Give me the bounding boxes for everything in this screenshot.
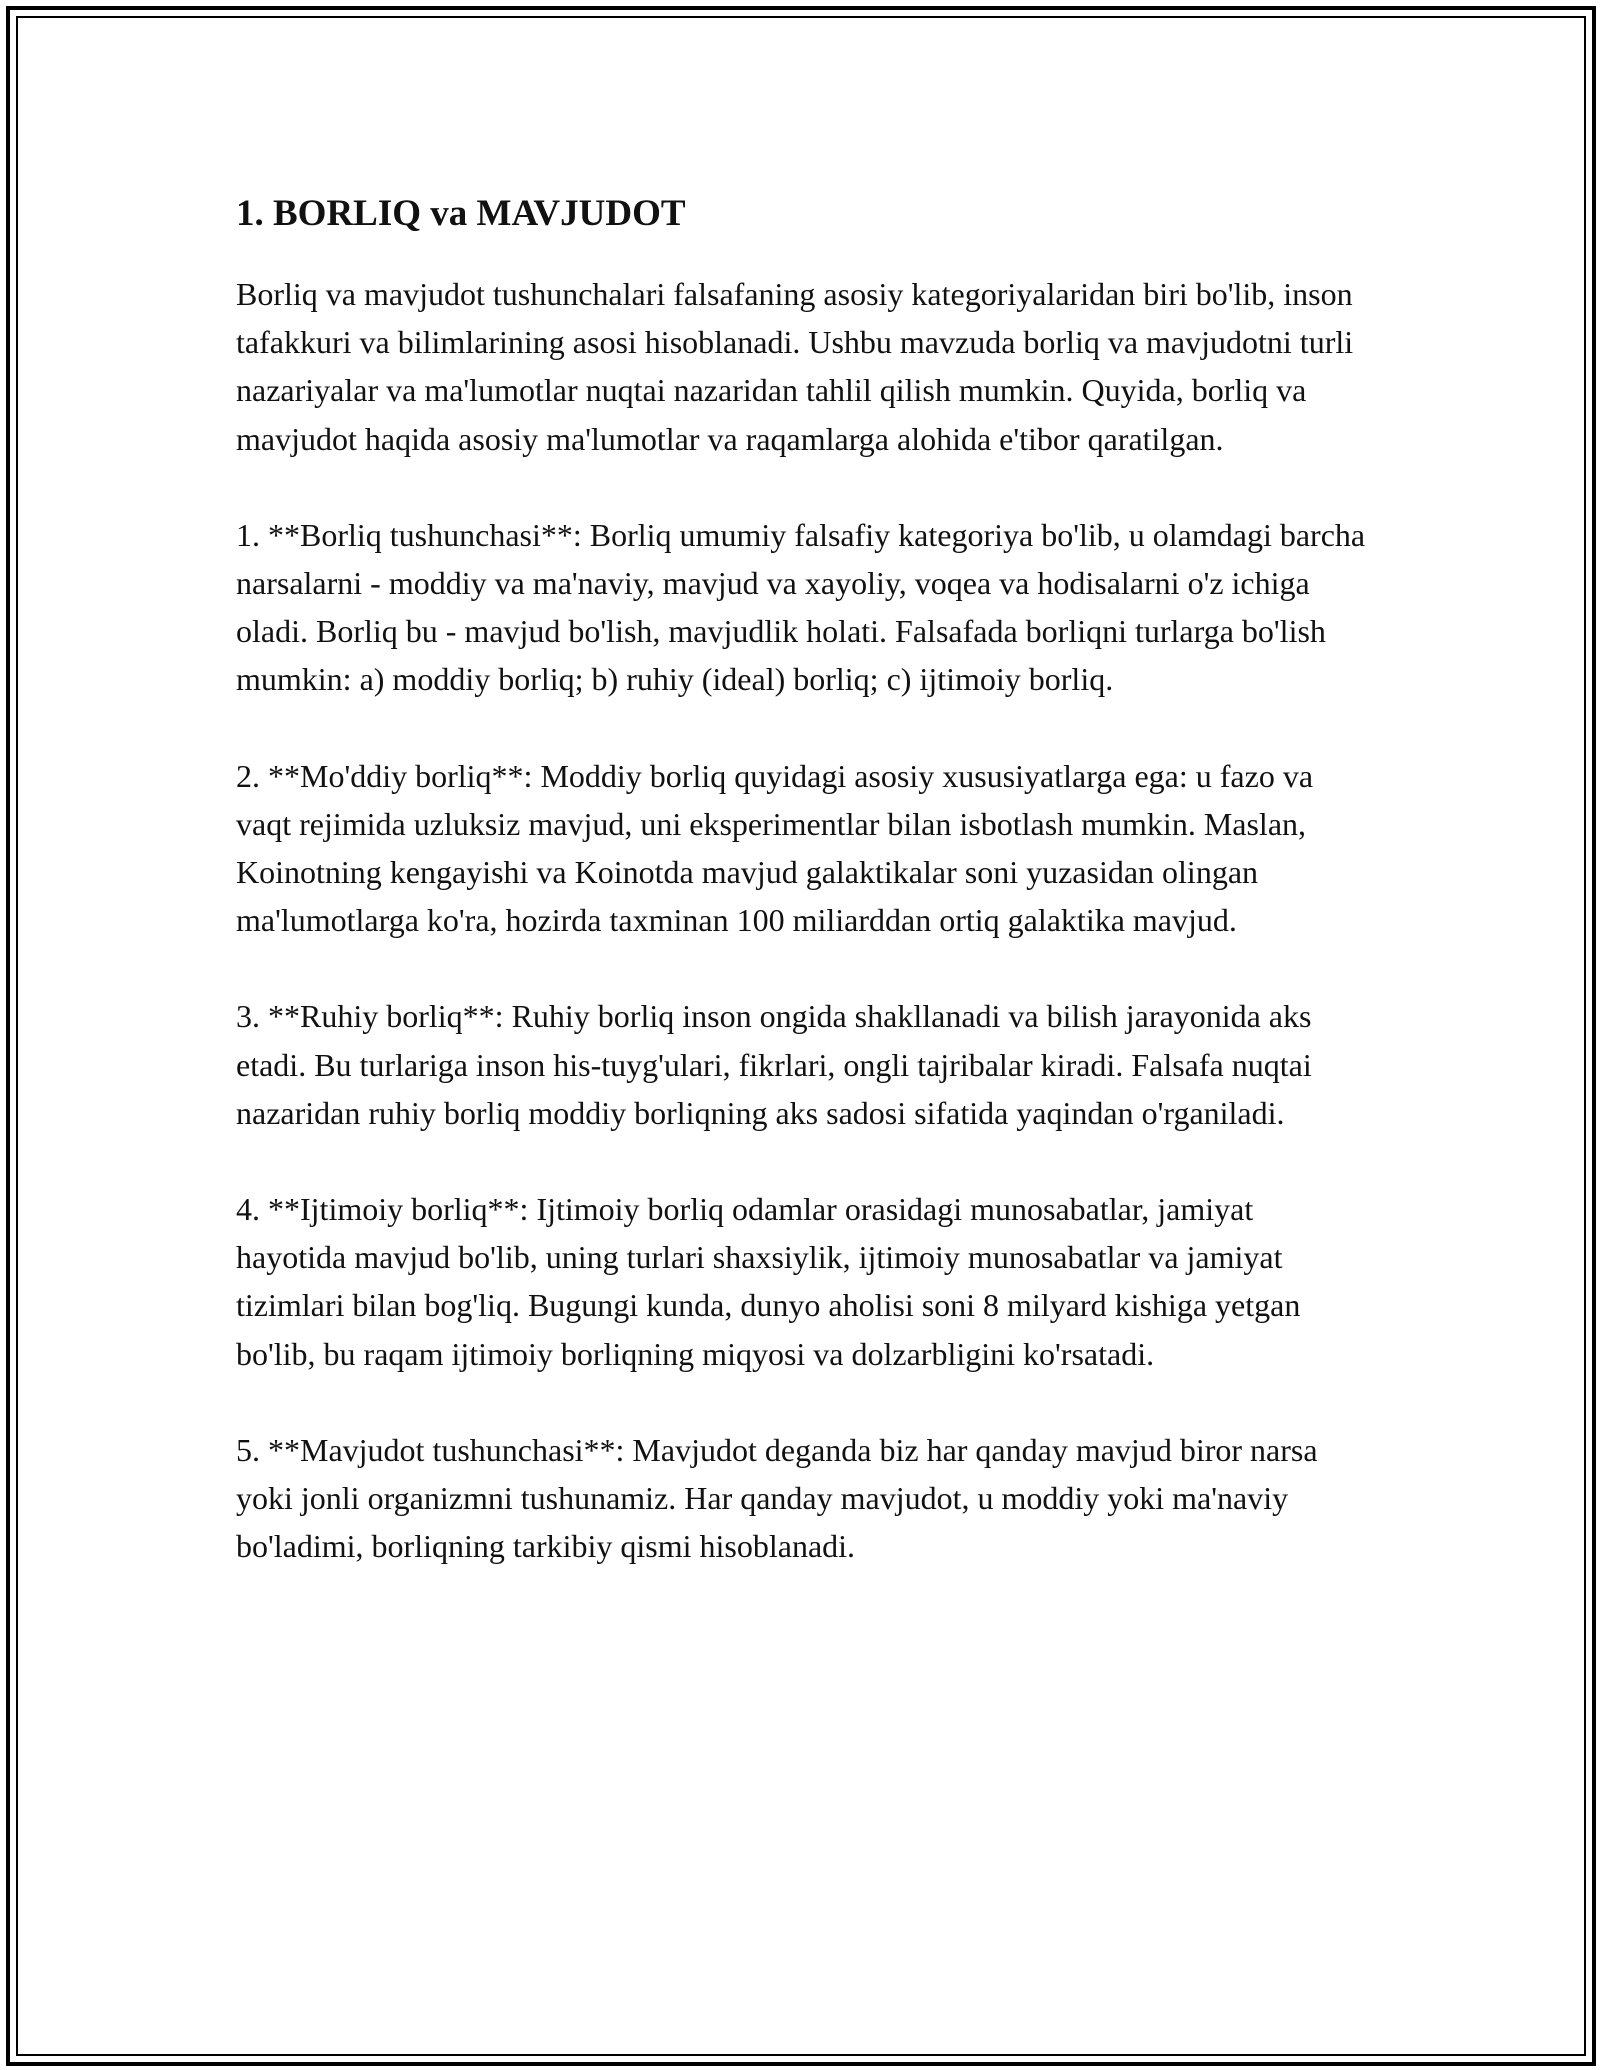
paragraph-ruhiy-borliq: 3. **Ruhiy borliq**: Ruhiy borliq inson ongida shakllanadi va bilish jarayonida aks etadi. Bu turlariga inson his-tuyg'ulari, fikrlari, ongli tajribalar kiradi. Falsafa nuqtai nazaridan ruhiy borliq moddiy borliqning aks sadosi sifatida yaqindan o'rganiladi.	[236, 998, 1312, 1131]
paragraph-moddiy-borliq: 2. **Mo'ddiy borliq**: Moddiy borliq quyidagi asosiy xususiyatlarga ega: u fazo va vaqt rejimida uzluksiz mavjud, uni eksperimentlar bilan isbotlash mumkin. Maslan, Koinotning kengayishi va Koinotda mavjud galaktikalar soni yuzasidan olingan ma'lumotlarga ko'ra, hozirda taxminan 100 miliarddan ortiq galaktika mavjud.	[236, 757, 1314, 939]
paragraph-borliq-tushunchasi: 1. **Borliq tushunchasi**: Borliq umumiy falsafiy kategoriya bo'lib, u olamdagi barcha narsalarni - moddiy va ma'naviy, mavjud va xayoliy, voqea va hodisalarni o'z ichiga oladi. Borliq bu - mavjud bo'lish, mavjudlik holati. Falsafada borliqni turlarga bo'lish mumkin: a) moddiy borliq; b) ruhiy (ideal) borliq; c) ijtimoiy borliq.	[236, 516, 1366, 698]
paragraph-intro: Borliq va mavjudot tushunchalari falsafaning asosiy kategoriyalaridan biri bo'lib, inson tafakkuri va bilimlarining asosi hisoblanadi. Ushbu mavzuda borliq va mavjudotni turli nazariyalar va ma'lumotlar nuqtai nazaridan tahlil qilish mumkin. Quyida, borliq va mavjudot haqida asosiy ma'lumotlar va raqamlarga alohida e'tibor qaratilgan.	[236, 276, 1354, 457]
paragraph-ijtimoiy-borliq: 4. **Ijtimoiy borliq**: Ijtimoiy borliq odamlar orasidagi munosabatlar, jamiyat hayotida mavjud bo'lib, uning turlari shaxsiylik, ijtimoiy munosabatlar va jamiyat tizimlari bilan bog'liq. Bugungi kunda, dunyo aholisi soni 8 milyard kishiga yetgan bo'lib, bu raqam ijtimoiy borliqning miqyosi va dolzarbligini ko'rsatadi.	[236, 1191, 1301, 1372]
document-title: 1. BORLIQ va MAVJUDOT	[236, 193, 686, 234]
paragraph-mavjudot-tushunchasi: 5. **Mavjudot tushunchasi**: Mavjudot deganda biz har qanday mavjud biror narsa yoki jonli organizmni tushunamiz. Har qanday mavjudot, u moddiy yoki ma'naviy bo'ladimi, borliqning tarkibiy qismi hisoblanadi.	[236, 1431, 1318, 1565]
document-body	[236, 188, 1366, 1570]
